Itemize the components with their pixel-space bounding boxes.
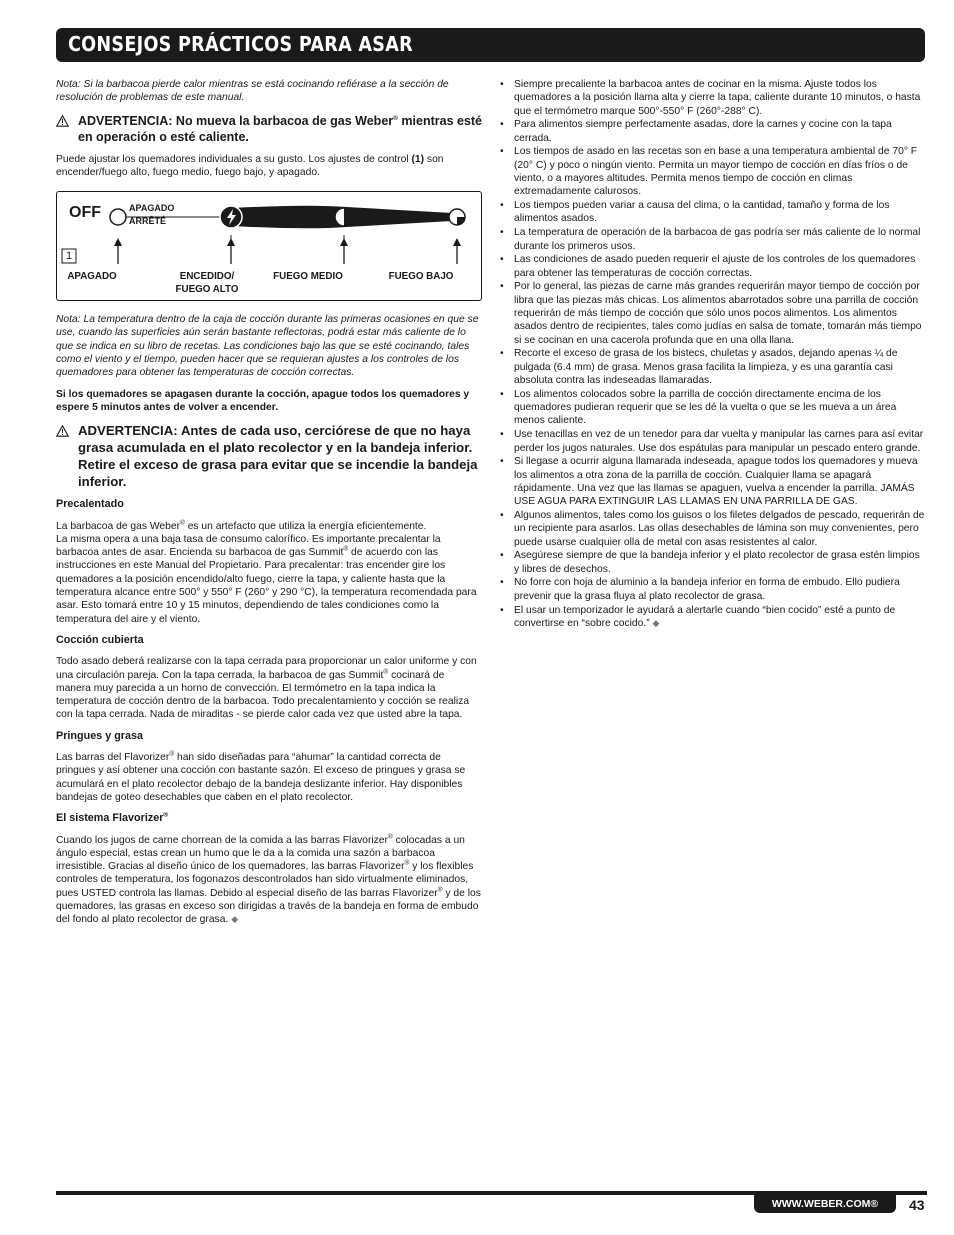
- page-title: CONSEJOS PRÁCTICOS PARA ASAR: [68, 32, 413, 56]
- list-item: • Si llegase a ocurrir alguna llamarada indeseada, apague todos los quemadores y mueva los alimentos a otra zona de la parrilla de cocción. Cualquier llama se apagará rápidamente. Una vez que las llamas se apaguen, vuelva a encender la parrilla. JAMÁS USE AGUA PARA EXTINGUIR LAS LLAMAS EN UNA PARRILLA DE GAS.: [500, 455, 925, 508]
- preheat-text: La barbacoa de gas Weber: [56, 520, 181, 532]
- preheat-text-2-cont: de acuerdo con las instrucciones en este Manual del Propietario. Para precalentar: tras encender gire los quemadores a la posición encendido/alto fuego, cierre la tapa, y caliente hasta que la temperatura alcance entre 500° y 550° F (260° y 290 °C), la temperatura recomendada para asar. Esto tomará entre 10 y 15 minutos, dependiendo de tales condiciones como la temperatura del aire y el viento.: [56, 547, 477, 625]
- page-number: 43: [909, 1197, 925, 1213]
- registered-mark: ®: [387, 833, 393, 841]
- preheat-text-2: La misma opera a una baja tasa de consumo calorífico. Es importante precalentar la barbacoa antes de asar. Encienda su barbacoa de gas Summit: [56, 533, 441, 559]
- label-ignite-line2: FUEGO ALTO: [175, 283, 239, 295]
- label-ignite-high: [159, 271, 255, 296]
- heading-drippings: Pringues y grasa: [56, 729, 144, 742]
- flavorizer-title: El sistema Flavorizer: [56, 812, 164, 825]
- flavorizer-text-c: y los flexibles controles de temperatura, los fogonazos descontrolados han sido virtualmente eliminados, pues USTED controla las llamas. Debido al especial diseño de las barras Flavorizer: [56, 861, 474, 899]
- warning-triangle-icon: [56, 115, 69, 127]
- off-bottom-label: ARRÊTÉ: [129, 216, 167, 227]
- page-header-bar: [56, 28, 925, 62]
- heading-preheat: Precalentado: [56, 498, 124, 511]
- flame-bar-narrow: [347, 207, 452, 227]
- heading-covered-cooking: Cocción cubierta: [56, 633, 144, 646]
- registered-mark: ®: [404, 859, 410, 867]
- warning-do-not-move: [56, 113, 482, 145]
- off-top-label: APAGADO: [129, 203, 175, 214]
- registered-mark: ®: [383, 668, 389, 676]
- intro-text-cont: son encender/fuego alto, fuego medio, fuego bajo, y apagado.: [56, 153, 444, 178]
- registered-mark: ®: [393, 114, 398, 122]
- flavorizer-text-b: colocadas a un ángulo especial, estas crean un humo que le da a la comida una sazón a barbacoa irresistible. Gracias al diseño único de los quemadores, las barras Flavorizer: [56, 834, 465, 873]
- left-column: [56, 78, 482, 935]
- tips-list: [500, 78, 925, 630]
- list-item-text: El usar un temporizador le ayudará a alertarle cuando “bien cocido” esté a punto de convertirse en “sobre cocido.”: [514, 604, 896, 629]
- off-circle-icon: [110, 209, 126, 225]
- drippings-p1: [56, 751, 482, 804]
- list-item: • Siempre precaliente la barbacoa antes de cocinar en la misma. Ajuste todos los quemadores a la posición llama alta y cierre la tapa, caliente durante 10 minutos, o hasta que el termómetro marque 500°-550° F (260°-288° C).: [500, 78, 925, 118]
- label-low: FUEGO BAJO: [388, 271, 454, 283]
- list-item: • Los tiempos de asado en las recetas son en base a una temperatura ambiental de 70° F (20° C) y poco o ningún viento. Permita un mayor tiempo de cocción en días fríos o de viento, o a mayores altitudes. Permita menos tiempo de cocción en climas extremadamente calurosos.: [500, 145, 925, 198]
- section-end-mark: ◆: [652, 617, 660, 628]
- control-knob-diagram: [56, 191, 482, 301]
- flavorizer-p1: [56, 834, 482, 927]
- callout-number: 1: [65, 250, 73, 263]
- list-item: • Por lo general, las piezas de carne más grandes requerirán mayor tiempo de cocción por libra que las piezas más chicas. Los alimentos abarrotados sobre una parrilla de cocción requerirán de más tiempo de cocción que sólo unos pocos alimentos. Los alimentos asados dentro de recipientes, tales como judías en salsa de tomate, tomarán más tiempo si se cocinan en una cacerola profunda que en una olla llana.: [500, 280, 925, 346]
- list-item: • Las condiciones de asado pueden requerir el ajuste de los controles de los quemadores para obtener las temperaturas de cocción correctas.: [500, 253, 925, 280]
- intro-text: Puede ajustar los quemadores individuales a su gusto. Los ajustes de control: [56, 153, 412, 165]
- off-label: OFF: [69, 204, 101, 222]
- label-ignite-line1: ENCEDIDO/: [179, 271, 235, 283]
- right-column: [500, 78, 925, 631]
- drippings-text: Las barras del Flavorizer: [56, 752, 170, 764]
- note-heat-loss: Nota: Si la barbacoa pierde calor mientras se está cocinando refiérase a la sección de resolución de problemas de este manual.: [56, 79, 449, 104]
- warning-grease: [56, 422, 482, 490]
- registered-mark: ®: [437, 886, 443, 894]
- burner-out-instructions: Si los quemadores se apagasen durante la cocción, apague todos los quemadores y espere 5 minutos antes de volver a encender.: [56, 388, 470, 413]
- label-medium: FUEGO MEDIO: [273, 271, 343, 283]
- control-settings-intro: [56, 153, 482, 180]
- registered-mark: ®: [180, 519, 185, 527]
- list-item: • Recorte el exceso de grasa de los bistecs, chuletas y asados, dejando apenas ¼ de pulgada (6.4 mm) de grasa. Menos grasa facilita la limpieza, y es una garantía casi absoluta contra las indeseadas llamaradas.: [500, 347, 925, 387]
- preheat-text-cont: es un artefacto que utiliza la energía eficientemente.: [184, 520, 427, 532]
- knob-scale-graphic: [57, 192, 481, 300]
- footer-url[interactable]: WWW.WEBER.COM®: [754, 1195, 896, 1213]
- covered-p1: [56, 655, 482, 721]
- flame-bar-wide: [233, 206, 347, 229]
- heading-flavorizer: [56, 812, 482, 825]
- list-item: • Use tenacillas en vez de un tenedor para dar vuelta y manipular las carnes para así evitar perder los jugos naturales. Use dos espátulas para manipular un pescado entero grande.: [500, 428, 925, 455]
- list-item: • Asegúrese siempre de que la bandeja inferior y el plato recolector de grasa estén limpios y libres de desechos.: [500, 549, 925, 576]
- covered-text: Todo asado deberá realizarse con la tapa cerrada para proporcionar un calor uniforme y con una circulación pareja. Con la tapa cerrada, la barbacoa de gas Summit: [56, 656, 477, 681]
- preheat-p1: [56, 520, 482, 533]
- callout-ref: (1): [411, 153, 425, 165]
- covered-text-cont: cocinará de manera muy parecida a un horno de convección. El termómetro en la tapa indica la temperatura de cocción dentro de la barbacoa. Todo precalentamiento y cocción se realiza con la tapa cerrada. Nada de miraditas - se pierde calor cada vez que usted abre la tapa.: [56, 669, 470, 721]
- list-item: • Los alimentos colocados sobre la parrilla de cocción directamente encima de los quemadores pudieran requerir que se les dé la vuelta o que se les mueva a un área menos caliente.: [500, 388, 925, 428]
- note-first-uses: Nota: La temperatura dentro de la caja de cocción durante las primeras ocasiones en que se use, cuando las superficies aún serán bastante reflectoras, podrá estar más caliente de lo que se indica en su libro de recetas. Las condiciones bajo las que se esté cocinando, tales como el viento y el tiempo, pueden hacer que se requieran ajustes a los controles de los quemadores para obtener las temperaturas de cocción correctas.: [56, 314, 479, 379]
- warning-grease-text: ADVERTENCIA: Antes de cada uso, cerciórese de que no haya grasa acumulada en el plato recolector y en la bandeja inferior. Retire el exceso de grasa para evitar que se incendie la bandeja inferior.: [78, 423, 478, 490]
- section-end-mark: ◆: [231, 914, 239, 925]
- drippings-text-cont: han sido diseñadas para “ahumar” la cantidad correcta de pringues y así obtener una cocción con bastante sazón. El exceso de pringues y grasa se acumulará en el plato recolector debajo de la bandeja deslizante inferior. Hay disponibles bandejas de goteo desechables que caben en el plato recolector.: [56, 752, 466, 803]
- list-item: • No forre con hoja de aluminio a la bandeja inferior en forma de embudo. Ello pudiera prevenir que la grasa fluya al plato recolector de grasa.: [500, 576, 925, 603]
- registered-mark: ®: [163, 811, 169, 819]
- warning-triangle-icon: [56, 425, 69, 437]
- list-item: • Los tiempos pueden variar a causa del clima, o la cantidad, tamaño y forma de los alimentos asados.: [500, 199, 925, 226]
- preheat-p2: [56, 533, 482, 626]
- list-item: [500, 604, 925, 631]
- warning-text-cont: mientras esté en operación o esté caliente.: [78, 113, 483, 144]
- list-item: • La temperatura de operación de la barbacoa de gas podría ser más caliente de lo normal durante los primeros usos.: [500, 226, 925, 253]
- registered-mark: ®: [343, 545, 349, 553]
- registered-mark: ®: [169, 750, 175, 758]
- flavorizer-text-d: y de los quemadores, las grasas en exceso son dirigidas a través de la bandeja en forma de embudo del fondo al plato recolector de grasa.: [56, 887, 481, 926]
- warning-text: ADVERTENCIA: No mueva la barbacoa de gas Weber: [78, 113, 394, 128]
- label-off: APAGADO: [67, 271, 117, 283]
- flavorizer-text-a: Cuando los jugos de carne chorrean de la comida a las barras Flavorizer: [56, 834, 388, 846]
- list-item: • Para alimentos siempre perfectamente asadas, dore la carnes y cocine con la tapa cerrada.: [500, 118, 925, 145]
- list-item: • Algunos alimentos, tales como los guisos o los filetes delgados de pescado, requerirán de un recipiente para asarlos. Las ollas desechables de lámina son muy convenientes, pero puede usarse cualquier olla de metal con asas resistentes al calor.: [500, 509, 925, 549]
